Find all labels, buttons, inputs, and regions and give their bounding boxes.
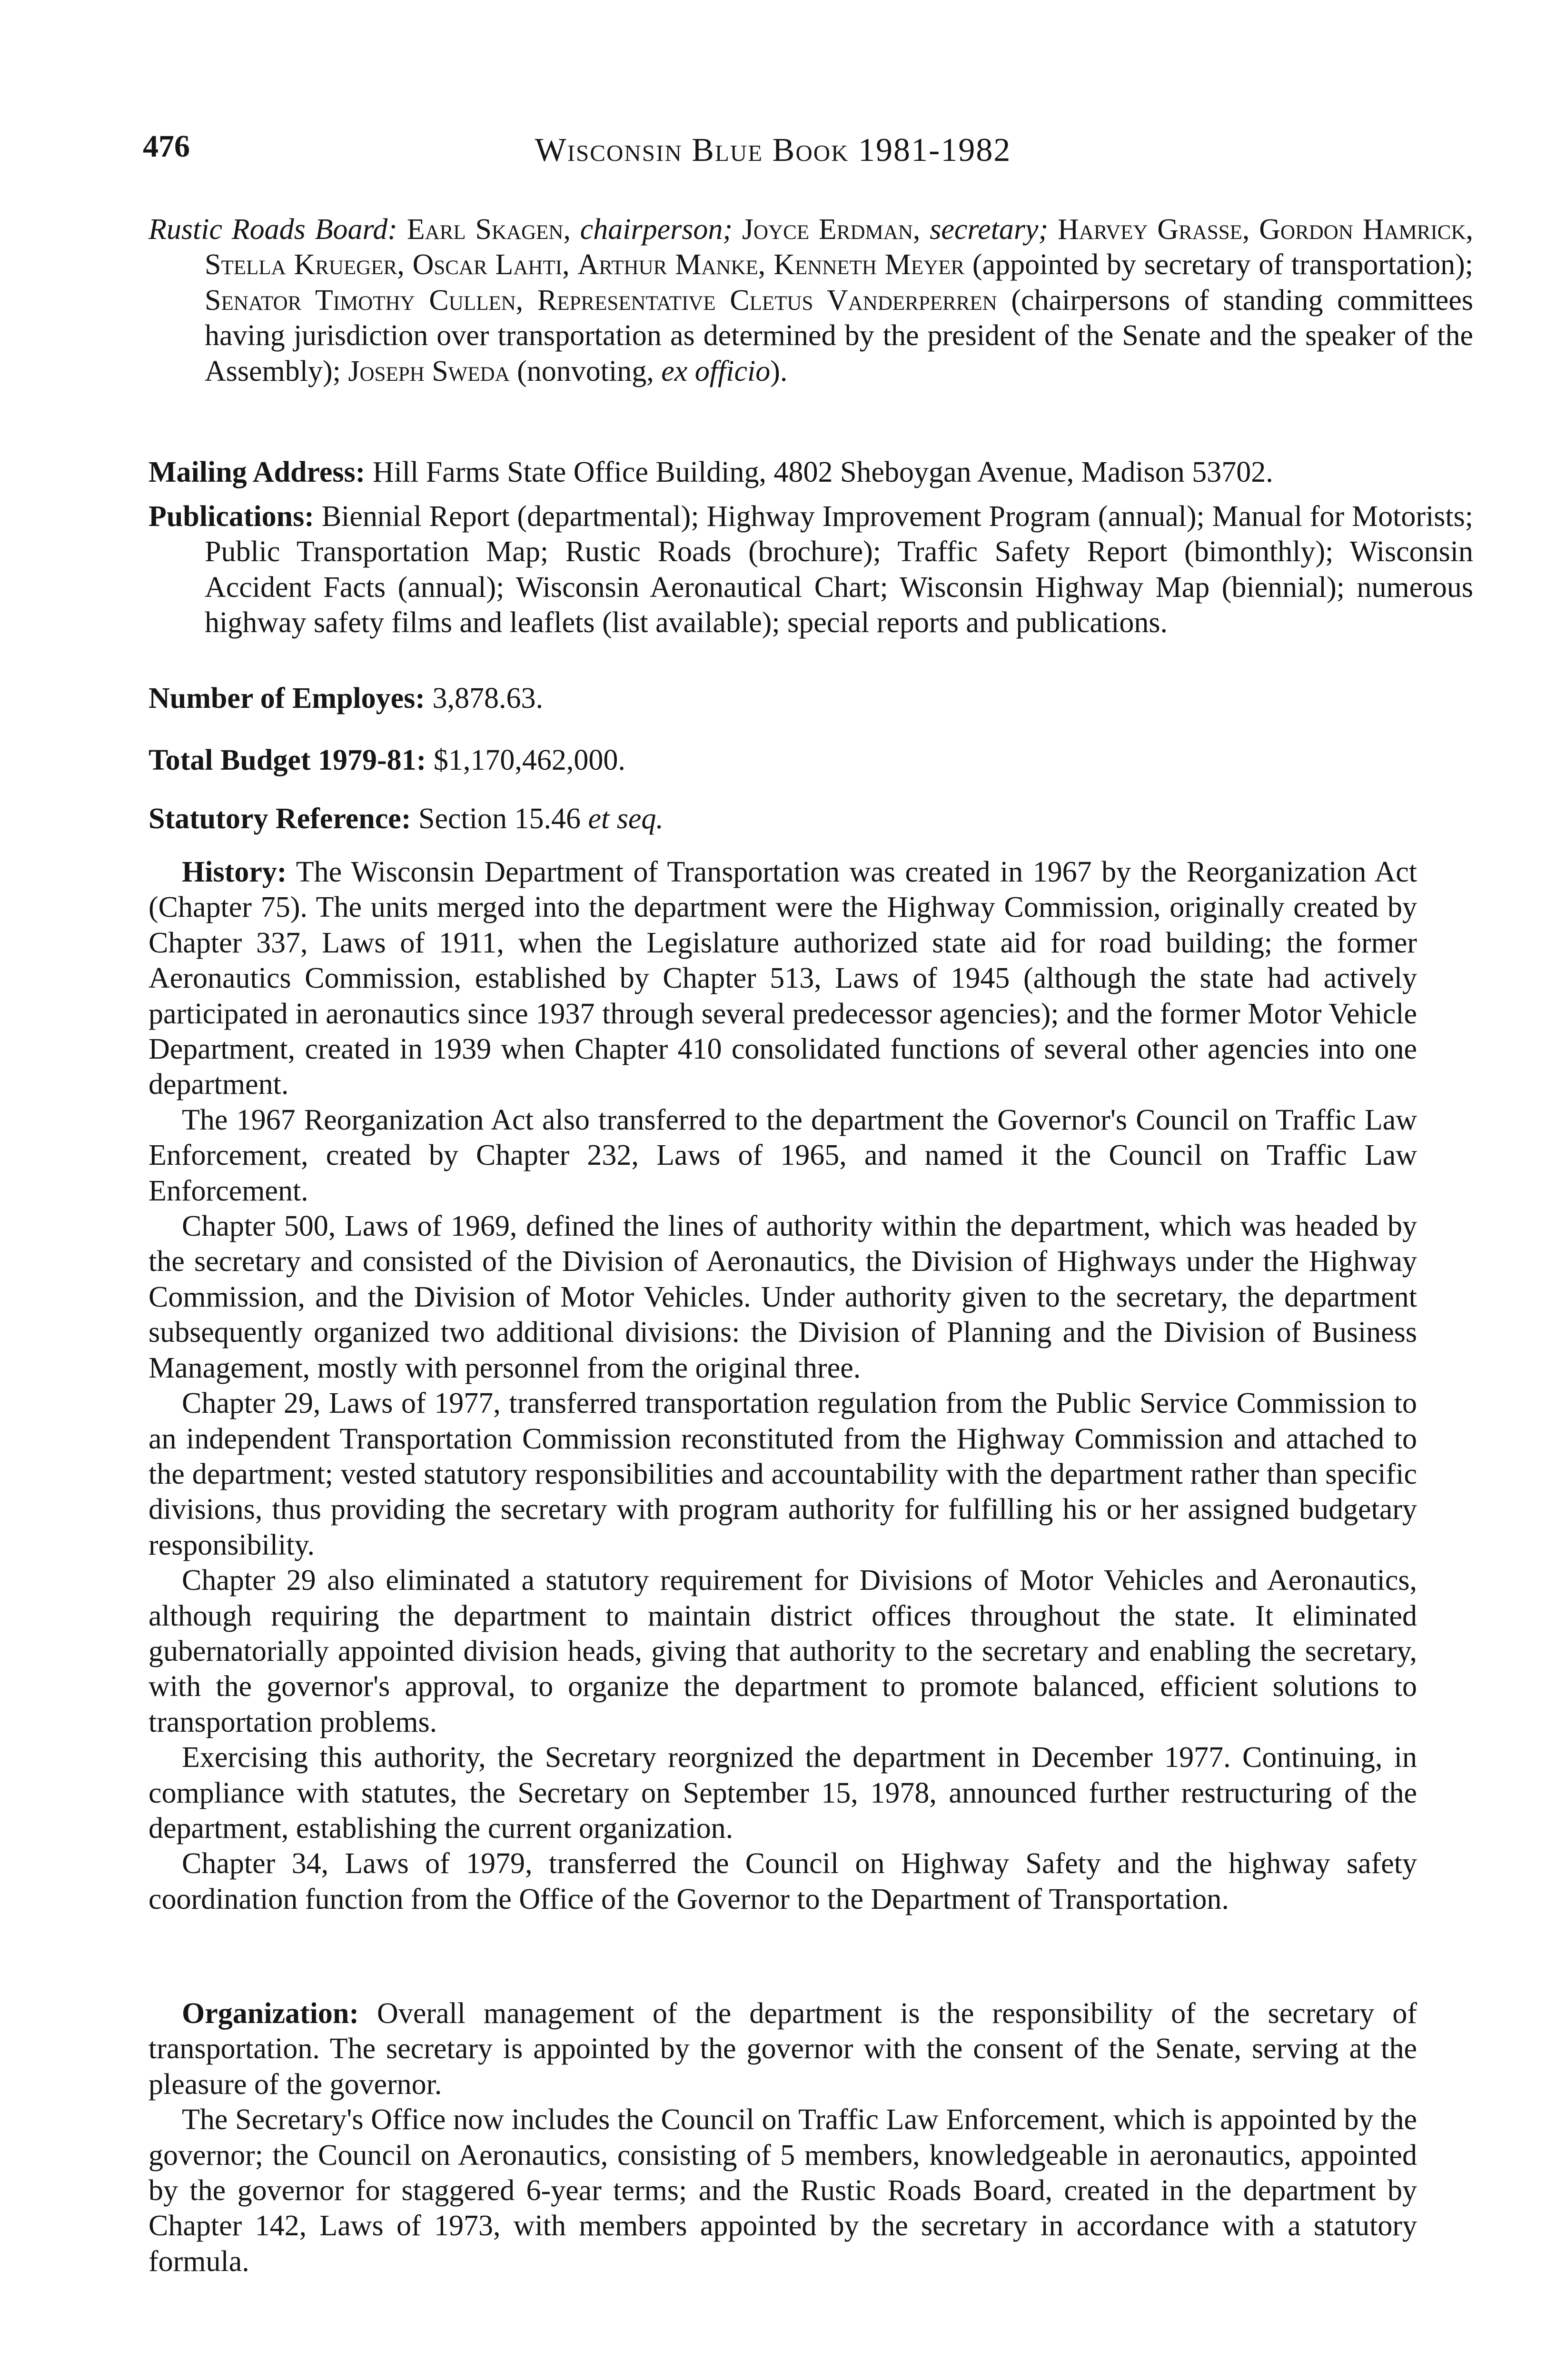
page-number: 476 bbox=[143, 129, 190, 164]
publications-text: Biennial Report (departmental); Highway Improvement Program (annual); Manual for Motorists; Public Transportation Map; Rustic Roads (brochure); Traffic Safety Report (bimonthly); Wisconsin Accident Facts (annual); Wisconsin Aeronautical Chart; Wisconsin Highway Map (biennial); numerous highway safety films and leaflets (list available); special reports and publications. bbox=[205, 500, 1473, 639]
member-note-end: ). bbox=[770, 355, 788, 387]
member-name: Oscar Lahti bbox=[412, 248, 563, 281]
history-paragraph: Chapter 34, Laws of 1979, transferred the Council on Highway Safety and the highway safety coordination function from the Office of the Governor to the Department of Transportation. bbox=[149, 1847, 1417, 1915]
statutory-label: Statutory Reference: bbox=[149, 803, 411, 835]
mailing-address-label: Mailing Address: bbox=[149, 456, 366, 488]
member-name: Stella Krueger bbox=[205, 248, 397, 281]
organization-section bbox=[149, 1996, 1417, 2279]
history-label: History: bbox=[182, 856, 287, 888]
member-name: Senator Timothy Cullen bbox=[205, 284, 516, 317]
member-role: chairperson; bbox=[580, 213, 733, 246]
member-role: secretary; bbox=[930, 213, 1049, 246]
budget-value: $1,170,462,000. bbox=[433, 744, 625, 776]
history-paragraph: Chapter 29 also eliminated a statutory requirement for Divisions of Motor Vehicles and Aeronautics, although requiring the department to maintain district offices throughout the state. It eliminated gubernatorially appointed division heads, giving that authority to the secretary and enabling the secretary, with the governor's approval, to organize the department to promote balanced, efficient solutions to transportation problems. bbox=[149, 1564, 1417, 1738]
member-name: Earl Skagen bbox=[406, 213, 564, 246]
running-title-text: Wisconsin Blue Book 1981-1982 bbox=[535, 132, 1011, 169]
rustic-roads-board-entry: Rustic Roads Board: Earl Skagen, chairperson; Joyce Erdman, secretary; Harvey Grasse, Gordon Hamrick, Stella Krueger, Oscar Lahti, Arthur Manke, Kenneth Meyer (appointed by secretary of transportation); Senator Timothy Cullen, Representative Cletus Vanderperren (chairpersons of standing committees having jurisdiction over transportation as determined by the president of the Senate and the speaker of the Assembly); Joseph Sweda (nonvoting, ex officio). bbox=[149, 213, 1474, 387]
organization-paragraph bbox=[149, 1996, 1417, 2102]
organization-label: Organization: bbox=[182, 1997, 359, 2030]
member-name: Gordon Hamrick bbox=[1259, 213, 1466, 246]
history-paragraph: The 1967 Reorganization Act also transferred to the department the Governor's Council on Traffic Law Enforcement, created by Chapter 232, Laws of 1965, and named it the Council on Traffic Law Enforcement. bbox=[149, 1103, 1417, 1207]
employees-entry bbox=[149, 681, 1473, 716]
member-name: Arthur Manke bbox=[577, 248, 758, 281]
mailing-address-text: Hill Farms State Office Building, 4802 Sheboygan Avenue, Madison 53702. bbox=[372, 456, 1273, 488]
member-name: Kenneth Meyer bbox=[773, 248, 965, 281]
statutory-text: Section 15.46 bbox=[418, 803, 581, 835]
budget-entry bbox=[149, 743, 1473, 778]
member-note-italic: ex officio bbox=[661, 355, 771, 387]
rustic-roads-label: Rustic Roads Board: bbox=[149, 213, 397, 246]
history-paragraph: Exercising this authority, the Secretary reorgnized the department in December 1977. Continuing, in compliance with statutes, the Secretary on September 15, 1978, announced further restructuring of the department, establishing the current organization. bbox=[149, 1741, 1417, 1844]
history-paragraph bbox=[149, 854, 1417, 1102]
publications-entry bbox=[149, 499, 1473, 641]
organization-text: Overall management of the department is the responsibility of the secretary of transportation. The secretary is appointed by the governor with the consent of the Senate, serving at the pleasure of the governor. bbox=[149, 1997, 1417, 2101]
member-note: (appointed by secretary of transportation); bbox=[972, 248, 1474, 281]
member-name: Representative Cletus Vanderperren bbox=[537, 284, 997, 317]
employees-label: Number of Employes: bbox=[149, 682, 425, 714]
member-note: (chairpersons of standing committees having jurisdiction over transportation as determined by the president of the Senate and the speaker of the Assembly); bbox=[205, 284, 1473, 387]
publications-label: Publications: bbox=[149, 500, 314, 533]
employees-value: 3,878.63. bbox=[432, 682, 543, 714]
history-text: The Wisconsin Department of Transportation was created in 1967 by the Reorganization Act (Chapter 75). The units merged into the department were the Highway Commission, originally created by Chapter 337, Laws of 1911, when the Legislature authorized state aid for road building; the former Aeronautics Commission, established by Chapter 513, Laws of 1945 (although the state had actively participated in aeronautics since 1937 through several predecessor agencies); and the former Motor Vehicle Department, created in 1939 when Chapter 410 consolidated functions of several other agencies into one department. bbox=[149, 856, 1417, 1101]
running-title bbox=[0, 131, 1546, 169]
history-paragraph: Chapter 29, Laws of 1977, transferred transportation regulation from the Public Service Commission to an independent Transportation Commission reconstituted from the Highway Commission and attached to the department; vested statutory responsibilities and accountability with the department rather than specific divisions, thus providing the secretary with program authority for fulfilling his or her assigned budgetary responsibility. bbox=[149, 1387, 1417, 1561]
member-name: Joyce Erdman bbox=[742, 213, 913, 246]
member-note: (nonvoting, bbox=[517, 355, 654, 387]
member-name: Joseph Sweda bbox=[348, 355, 510, 387]
member-name: Harvey Grasse bbox=[1058, 213, 1242, 246]
statutory-entry bbox=[149, 801, 1473, 836]
history-paragraph: Chapter 500, Laws of 1969, defined the lines of authority within the department, which was headed by the secretary and consisted of the Division of Aeronautics, the Division of Highways under the Highway Commission, and the Division of Motor Vehicles. Under authority given to the secretary, the department subsequently organized two additional divisions: the Division of Planning and the Division of Business Management, mostly with personnel from the original three. bbox=[149, 1210, 1417, 1384]
mailing-address-entry bbox=[149, 455, 1473, 490]
history-section bbox=[149, 854, 1417, 1917]
budget-label: Total Budget 1979-81: bbox=[149, 744, 426, 776]
statutory-suffix: et seq. bbox=[588, 803, 664, 835]
organization-paragraph: The Secretary's Office now includes the Council on Traffic Law Enforcement, which is appointed by the governor; the Council on Aeronautics, consisting of 5 members, knowledgeable in aeronautics, appointed by the governor for staggered 6-year terms; and the Rustic Roads Board, created in the department by Chapter 142, Laws of 1973, with members appointed by the secretary in accordance with a statutory formula. bbox=[149, 2103, 1417, 2278]
